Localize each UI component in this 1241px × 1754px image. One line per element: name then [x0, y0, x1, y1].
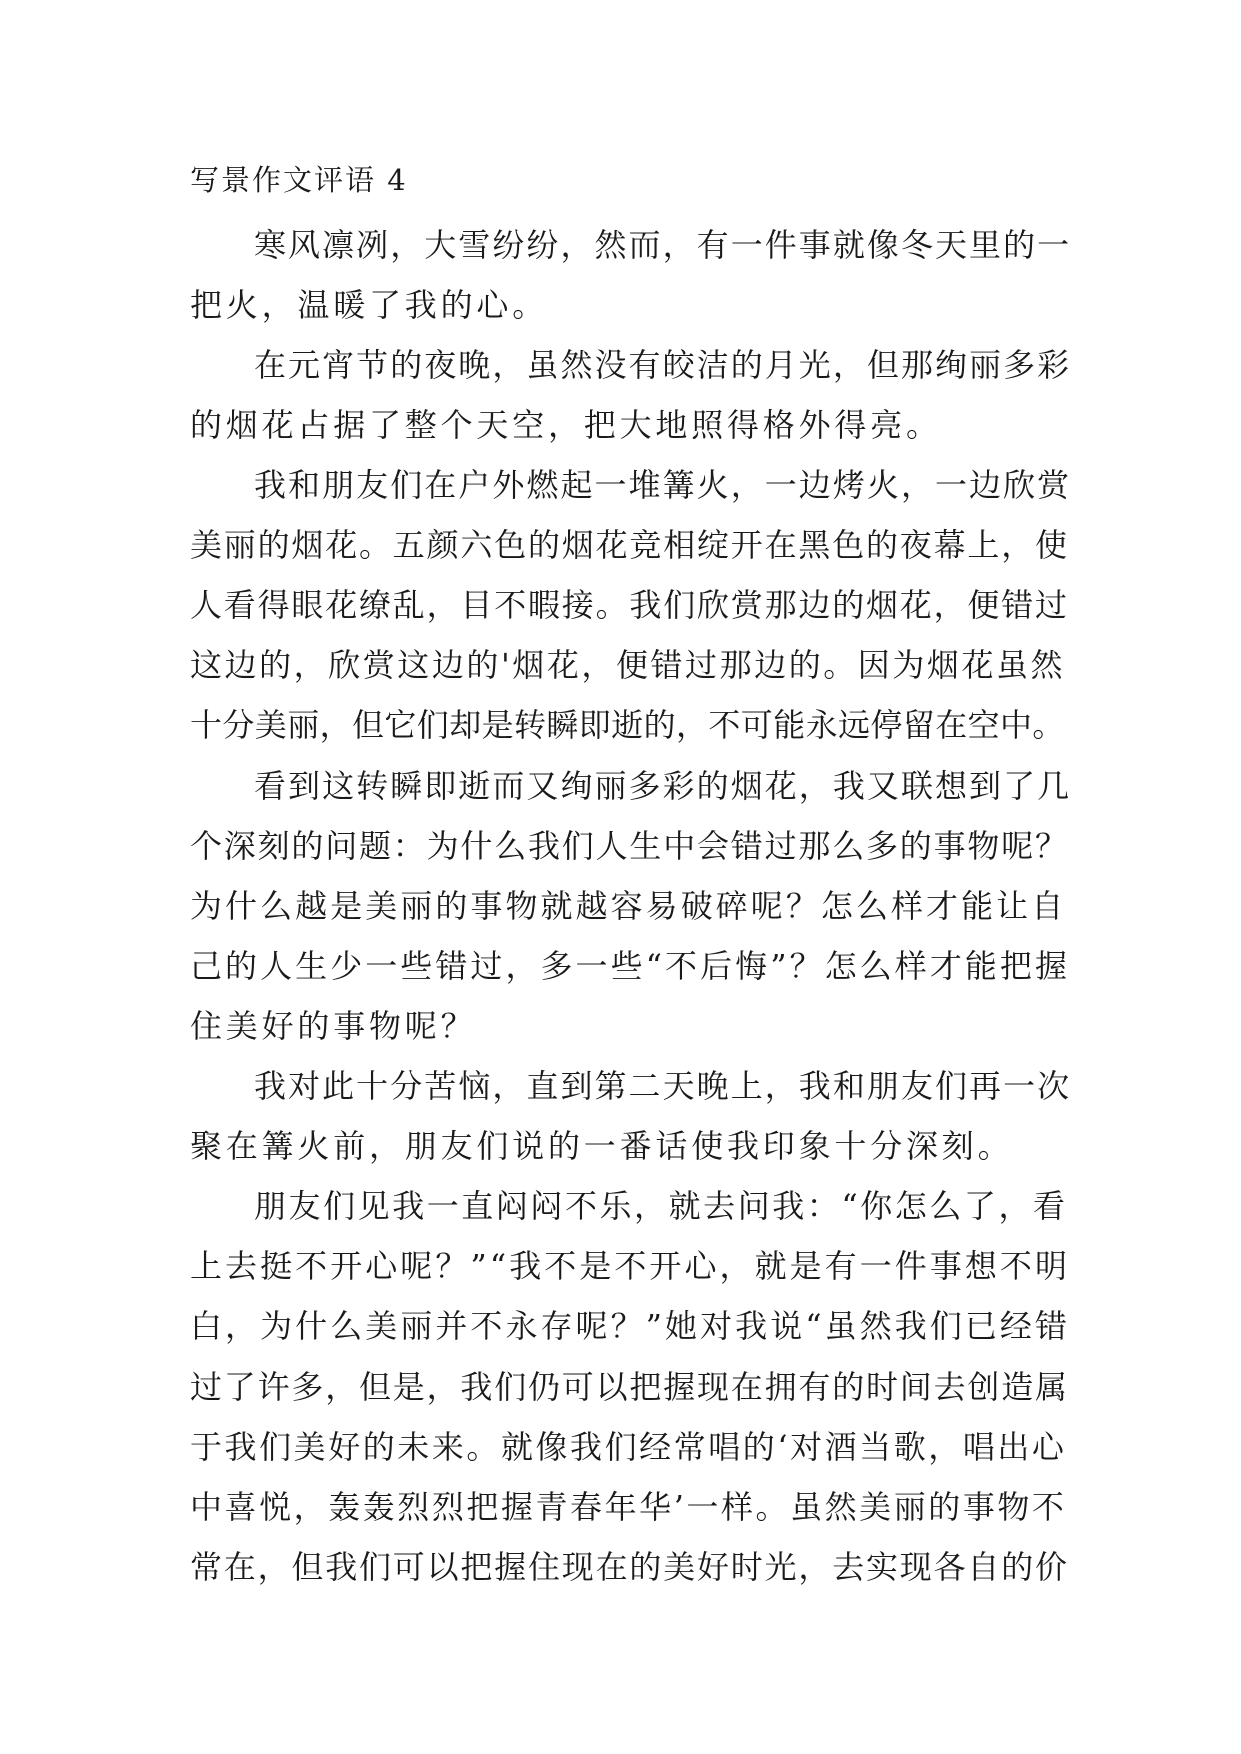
paragraph-line: 寒风凛冽，大雪纷纷，然而，有一件事就像冬天里的一 — [254, 226, 1072, 264]
paragraph-line: 中喜悦，轰轰烈烈把握青春年华’一样。虽然美丽的事物不 — [190, 1488, 1067, 1526]
paragraph-line: 我和朋友们在户外燃起一堆篝火，一边烤火，一边欣赏 — [254, 466, 1072, 504]
paragraph-line: 美丽的烟花。五颜六色的烟花竞相绽开在黑色的夜幕上，使 — [190, 526, 1069, 564]
paragraph-line: 上去挺不开心呢？”“我不是不开心，就是有一件事想不明 — [190, 1247, 1071, 1285]
paragraph-line: 住美好的事物呢？ — [190, 1007, 477, 1045]
paragraph-line: 聚在篝火前，朋友们说的一番话使我印象十分深刻。 — [190, 1127, 1014, 1165]
paragraph-line: 在元宵节的夜晚，虽然没有皎洁的月光，但那绚丽多彩 — [254, 346, 1072, 384]
paragraph-line: 人看得眼花缭乱，目不暇接。我们欣赏那边的烟花，便错过 — [190, 586, 1069, 624]
paragraph-line: 把火，温暖了我的心。 — [190, 286, 549, 324]
paragraph-line: 个深刻的问题：为什么我们人生中会错过那么多的事物呢？ — [190, 827, 1069, 865]
paragraph-line: 的烟花占据了整个天空，把大地照得格外得亮。 — [190, 406, 942, 444]
paragraph-line: 朋友们见我一直闷闷不乐，就去问我：“你怎么了，看 — [254, 1187, 1068, 1225]
paragraph-line: 常在，但我们可以把握住现在的美好时光，去实现各自的价 — [190, 1548, 1069, 1586]
paragraph-line: 过了许多，但是，我们仍可以把握现在拥有的时间去创造属 — [190, 1368, 1069, 1406]
paragraph-line: 看到这转瞬即逝而又绚丽多彩的烟花，我又联想到了几 — [254, 767, 1072, 805]
paragraph-line: 为什么越是美丽的事物就越容易破碎呢？怎么样才能让自 — [190, 887, 1067, 925]
paragraph-line: 这边的，欣赏这边的'烟花，便错过那边的。因为烟花虽然 — [190, 646, 1066, 684]
paragraph-line: 十分美丽，但它们却是转瞬即逝的，不可能永远停留在空中。 — [190, 706, 1065, 744]
document-title: 写景作文评语 4 — [190, 163, 408, 197]
paragraph-line: 于我们美好的未来。就像我们经常唱的‘对酒当歌，唱出心 — [190, 1428, 1067, 1466]
paragraph-line: 己的人生少一些错过，多一些“不后悔”？怎么样才能把握 — [190, 947, 1071, 985]
paragraph-line: 我对此十分苦恼，直到第二天晚上，我和朋友们再一次 — [254, 1067, 1072, 1105]
paragraph-line: 白，为什么美丽并不永存呢？”她对我说“虽然我们已经错 — [190, 1307, 1071, 1345]
